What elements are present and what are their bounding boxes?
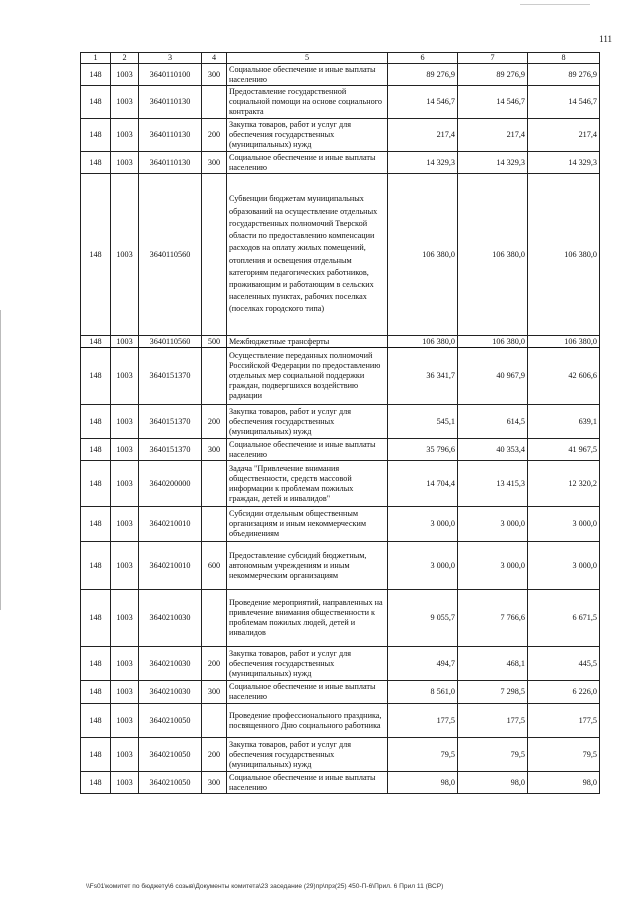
cell-value-col7: 40 967,9 [458, 348, 528, 405]
cell-target-code: 3640210030 [139, 647, 202, 681]
scan-artifact [0, 310, 1, 610]
table-row [81, 174, 600, 336]
cell-admin-code: 148 [81, 86, 111, 119]
cell-value-col8: 14 329,3 [528, 152, 600, 174]
cell-value-col8: 98,0 [528, 772, 600, 794]
cell-value-col7: 106 380,0 [458, 336, 528, 348]
cell-value-col8: 79,5 [528, 738, 600, 772]
budget-table [80, 52, 600, 794]
cell-admin-code: 148 [81, 348, 111, 405]
cell-expense-type [202, 590, 227, 647]
table-row [81, 439, 600, 461]
cell-value-col6: 217,4 [388, 119, 458, 152]
table-row [81, 704, 600, 738]
table-row [81, 405, 600, 439]
cell-expense-type [202, 704, 227, 738]
cell-section-code: 1003 [111, 439, 139, 461]
cell-description: Социальное обеспечение и иные выплаты населению [227, 152, 388, 174]
cell-value-col8: 177,5 [528, 704, 600, 738]
column-header: 6 [388, 53, 458, 64]
cell-target-code: 3640151370 [139, 348, 202, 405]
cell-section-code: 1003 [111, 174, 139, 336]
cell-description: Социальное обеспечение и иные выплаты населению [227, 439, 388, 461]
cell-section-code: 1003 [111, 738, 139, 772]
cell-admin-code: 148 [81, 542, 111, 590]
cell-target-code: 3640110130 [139, 86, 202, 119]
cell-admin-code: 148 [81, 738, 111, 772]
cell-value-col7: 98,0 [458, 772, 528, 794]
cell-value-col8: 41 967,5 [528, 439, 600, 461]
cell-description: Осуществление переданных полномочий Российской Федерации по предоставлению отдельных мер социальной поддержки граждан, подвергшихся воздействию радиации [227, 348, 388, 405]
table-row [81, 542, 600, 590]
cell-expense-type [202, 348, 227, 405]
cell-value-col8: 639,1 [528, 405, 600, 439]
cell-value-col6: 8 561,0 [388, 681, 458, 704]
cell-value-col7: 79,5 [458, 738, 528, 772]
header-row [81, 53, 600, 64]
cell-value-col8: 217,4 [528, 119, 600, 152]
cell-section-code: 1003 [111, 681, 139, 704]
cell-description: Социальное обеспечение и иные выплаты населению [227, 681, 388, 704]
cell-expense-type [202, 174, 227, 336]
cell-section-code: 1003 [111, 405, 139, 439]
cell-admin-code: 148 [81, 507, 111, 542]
cell-description: Социальное обеспечение и иные выплаты населению [227, 64, 388, 86]
cell-value-col7: 7 766,6 [458, 590, 528, 647]
column-header: 3 [139, 53, 202, 64]
cell-value-col8: 6 671,5 [528, 590, 600, 647]
cell-value-col7: 89 276,9 [458, 64, 528, 86]
cell-value-col7: 14 546,7 [458, 86, 528, 119]
cell-section-code: 1003 [111, 704, 139, 738]
cell-value-col7: 3 000,0 [458, 507, 528, 542]
cell-description: Закупка товаров, работ и услуг для обеспечения государственных (муниципальных) нужд [227, 405, 388, 439]
cell-description: Закупка товаров, работ и услуг для обеспечения государственных (муниципальных) нужд [227, 738, 388, 772]
cell-expense-type: 200 [202, 119, 227, 152]
cell-target-code: 3640200000 [139, 461, 202, 507]
table-row [81, 681, 600, 704]
cell-value-col6: 14 329,3 [388, 152, 458, 174]
table-row [81, 738, 600, 772]
table-row [81, 461, 600, 507]
cell-value-col7: 217,4 [458, 119, 528, 152]
cell-admin-code: 148 [81, 405, 111, 439]
cell-target-code: 3640110560 [139, 174, 202, 336]
cell-description: Межбюджетные трансферты [227, 336, 388, 348]
cell-admin-code: 148 [81, 336, 111, 348]
table-row [81, 119, 600, 152]
page-number: 111 [599, 34, 612, 44]
cell-value-col7: 106 380,0 [458, 174, 528, 336]
file-path-footer: \\Fs01\комитет по бюджету\6 созыв\Документы комитета\23 заседание (29)пр\прз(25) 450-П-6\Прил. 6 Прил 11 (ВСР) [86, 883, 444, 890]
table-row [81, 647, 600, 681]
cell-description: Закупка товаров, работ и услуг для обеспечения государственных (муниципальных) нужд [227, 647, 388, 681]
cell-target-code: 3640151370 [139, 439, 202, 461]
cell-expense-type [202, 507, 227, 542]
column-header: 2 [111, 53, 139, 64]
cell-value-col8: 445,5 [528, 647, 600, 681]
cell-value-col6: 35 796,6 [388, 439, 458, 461]
scan-artifact [520, 4, 590, 5]
cell-target-code: 3640110560 [139, 336, 202, 348]
cell-admin-code: 148 [81, 772, 111, 794]
cell-description: Социальное обеспечение и иные выплаты населению [227, 772, 388, 794]
cell-section-code: 1003 [111, 119, 139, 152]
cell-section-code: 1003 [111, 590, 139, 647]
cell-value-col7: 7 298,5 [458, 681, 528, 704]
cell-expense-type: 300 [202, 772, 227, 794]
cell-expense-type: 300 [202, 439, 227, 461]
cell-value-col6: 545,1 [388, 405, 458, 439]
cell-expense-type: 500 [202, 336, 227, 348]
cell-target-code: 3640110100 [139, 64, 202, 86]
cell-expense-type: 600 [202, 542, 227, 590]
cell-section-code: 1003 [111, 64, 139, 86]
cell-value-col6: 98,0 [388, 772, 458, 794]
cell-value-col8: 12 320,2 [528, 461, 600, 507]
cell-target-code: 3640210050 [139, 772, 202, 794]
cell-value-col6: 14 546,7 [388, 86, 458, 119]
table-row [81, 772, 600, 794]
cell-admin-code: 148 [81, 174, 111, 336]
cell-admin-code: 148 [81, 152, 111, 174]
cell-value-col8: 6 226,0 [528, 681, 600, 704]
cell-value-col8: 3 000,0 [528, 507, 600, 542]
cell-target-code: 3640210030 [139, 681, 202, 704]
cell-target-code: 3640210050 [139, 704, 202, 738]
cell-description: Предоставление государственной социальной помощи на основе социального контракта [227, 86, 388, 119]
cell-section-code: 1003 [111, 772, 139, 794]
cell-section-code: 1003 [111, 461, 139, 507]
cell-admin-code: 148 [81, 647, 111, 681]
cell-description: Закупка товаров, работ и услуг для обеспечения государственных (муниципальных) нужд [227, 119, 388, 152]
column-header: 7 [458, 53, 528, 64]
cell-section-code: 1003 [111, 647, 139, 681]
table-row [81, 336, 600, 348]
cell-value-col8: 42 606,6 [528, 348, 600, 405]
cell-admin-code: 148 [81, 439, 111, 461]
cell-expense-type: 200 [202, 738, 227, 772]
cell-section-code: 1003 [111, 348, 139, 405]
cell-description: Субвенции бюджетам муниципальных образований на осуществление отдельных государственных полномочий Тверской области по предоставлению компенсации расходов на оплату жилых помещений, отопления и освещения отдельным категориям педагогических работников, проживающим и работающим в сельских населенных пунктах, рабочих поселках (поселках городского типа) [227, 174, 388, 336]
cell-value-col6: 89 276,9 [388, 64, 458, 86]
cell-section-code: 1003 [111, 336, 139, 348]
cell-value-col7: 177,5 [458, 704, 528, 738]
column-header: 5 [227, 53, 388, 64]
cell-admin-code: 148 [81, 119, 111, 152]
column-header: 4 [202, 53, 227, 64]
cell-value-col7: 614,5 [458, 405, 528, 439]
cell-value-col7: 468,1 [458, 647, 528, 681]
cell-value-col8: 89 276,9 [528, 64, 600, 86]
table-row [81, 152, 600, 174]
cell-value-col6: 36 341,7 [388, 348, 458, 405]
cell-expense-type: 300 [202, 681, 227, 704]
table-row [81, 348, 600, 405]
cell-value-col8: 14 546,7 [528, 86, 600, 119]
cell-section-code: 1003 [111, 507, 139, 542]
cell-value-col7: 40 353,4 [458, 439, 528, 461]
column-header: 1 [81, 53, 111, 64]
cell-description: Предоставление субсидий бюджетным, автономным учреждениям и иным некоммерческим организациям [227, 542, 388, 590]
cell-section-code: 1003 [111, 542, 139, 590]
cell-description: Проведение мероприятий, направленных на привлечение внимания общественности к проблемам пожилых людей, детей и инвалидов [227, 590, 388, 647]
cell-admin-code: 148 [81, 590, 111, 647]
cell-expense-type: 300 [202, 64, 227, 86]
cell-value-col7: 13 415,3 [458, 461, 528, 507]
cell-value-col8: 3 000,0 [528, 542, 600, 590]
cell-expense-type: 300 [202, 152, 227, 174]
cell-value-col7: 14 329,3 [458, 152, 528, 174]
cell-expense-type [202, 461, 227, 507]
cell-value-col6: 106 380,0 [388, 336, 458, 348]
table-row [81, 507, 600, 542]
cell-admin-code: 148 [81, 461, 111, 507]
cell-expense-type [202, 86, 227, 119]
cell-target-code: 3640151370 [139, 405, 202, 439]
cell-target-code: 3640210050 [139, 738, 202, 772]
cell-section-code: 1003 [111, 152, 139, 174]
cell-value-col6: 9 055,7 [388, 590, 458, 647]
cell-value-col6: 79,5 [388, 738, 458, 772]
cell-admin-code: 148 [81, 681, 111, 704]
cell-value-col7: 3 000,0 [458, 542, 528, 590]
cell-expense-type: 200 [202, 647, 227, 681]
cell-target-code: 3640210010 [139, 542, 202, 590]
cell-value-col6: 14 704,4 [388, 461, 458, 507]
cell-expense-type: 200 [202, 405, 227, 439]
column-header: 8 [528, 53, 600, 64]
cell-description: Субсидии отдельным общественным организациям и иным некоммерческим объединениям [227, 507, 388, 542]
cell-value-col6: 177,5 [388, 704, 458, 738]
cell-target-code: 3640210030 [139, 590, 202, 647]
table-row [81, 86, 600, 119]
cell-value-col6: 106 380,0 [388, 174, 458, 336]
cell-target-code: 3640110130 [139, 152, 202, 174]
cell-description: Проведение профессионального праздника, посвященного Дню социального работника [227, 704, 388, 738]
cell-value-col6: 494,7 [388, 647, 458, 681]
table-row [81, 590, 600, 647]
table-row [81, 64, 600, 86]
cell-admin-code: 148 [81, 704, 111, 738]
cell-value-col6: 3 000,0 [388, 542, 458, 590]
cell-description: Задача "Привлечение внимания общественности, средств массовой информации к проблемам пожилых граждан, детей и инвалидов" [227, 461, 388, 507]
cell-value-col6: 3 000,0 [388, 507, 458, 542]
cell-target-code: 3640110130 [139, 119, 202, 152]
cell-section-code: 1003 [111, 86, 139, 119]
cell-value-col8: 106 380,0 [528, 174, 600, 336]
cell-target-code: 3640210010 [139, 507, 202, 542]
cell-admin-code: 148 [81, 64, 111, 86]
cell-value-col8: 106 380,0 [528, 336, 600, 348]
